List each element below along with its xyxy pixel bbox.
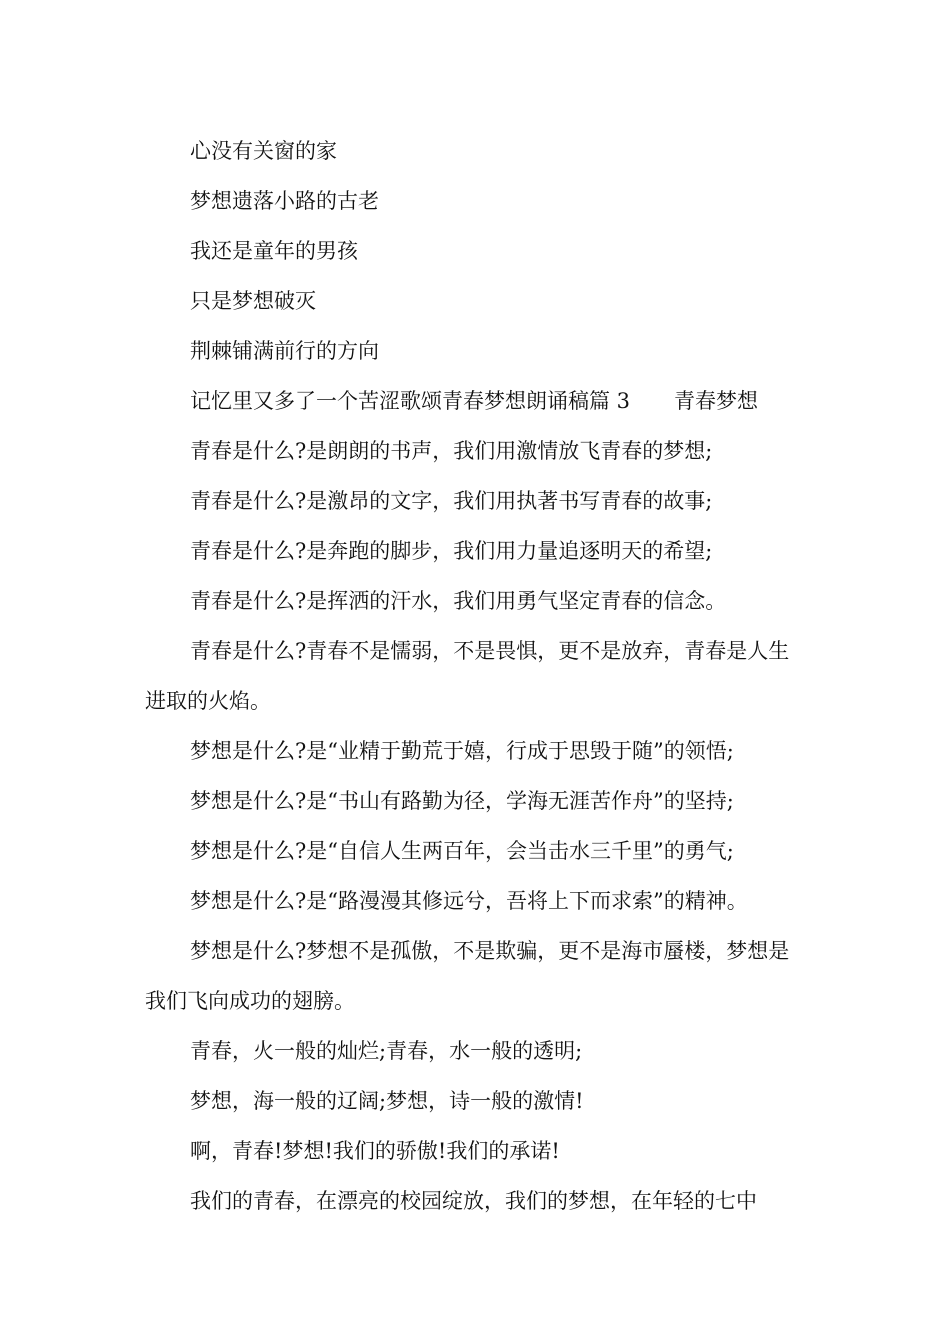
body-paragraph: 青春是什么?是挥洒的汗水，我们用勇气坚定青春的信念。	[190, 589, 727, 613]
poem-line: 梦想遗落小路的古老	[190, 189, 379, 213]
body-paragraph: 梦想是什么?是“路漫漫其修远兮，吾将上下而求索”的精神。	[190, 889, 748, 913]
body-paragraph: 梦想是什么?梦想不是孤傲，不是欺骗，更不是海市蜃楼，梦想是我们飞向成功的翅膀。	[145, 939, 790, 1013]
body-paragraph: 青春，火一般的灿烂;青春，水一般的透明;	[190, 1039, 583, 1063]
body-paragraph: 青春是什么?青春不是懦弱，不是畏惧，更不是放弃，青春是人生进取的火焰。	[145, 639, 790, 713]
body-paragraph: 梦想是什么?是“业精于勤荒于嬉，行成于思毁于随”的领悟;	[190, 739, 734, 763]
document-body	[145, 126, 807, 1226]
poem-line: 我还是童年的男孩	[190, 239, 358, 263]
poem-line: 荆棘铺满前行的方向	[190, 339, 379, 363]
body-paragraph: 青春是什么?是朗朗的书声，我们用激情放飞青春的梦想;	[190, 439, 713, 463]
body-paragraph: 我们的青春，在漂亮的校园绽放，我们的梦想，在年轻的七中	[190, 1189, 757, 1213]
section-title: 青春梦想	[674, 389, 759, 413]
body-paragraph: 啊，青春!梦想!我们的骄傲!我们的承诺!	[190, 1139, 560, 1163]
section-heading-line	[145, 376, 807, 426]
section-heading-prefix: 记忆里又多了一个苦涩歌颂青春梦想朗诵稿篇 3	[190, 389, 631, 413]
body-paragraph: 青春是什么?是奔跑的脚步，我们用力量追逐明天的希望;	[190, 539, 713, 563]
body-paragraph: 梦想是什么?是“自信人生两百年，会当击水三千里”的勇气;	[190, 839, 734, 863]
poem-line: 心没有关窗的家	[190, 139, 337, 163]
body-paragraph: 梦想，海一般的辽阔;梦想，诗一般的激情!	[190, 1089, 584, 1113]
body-paragraph: 梦想是什么?是“书山有路勤为径，学海无涯苦作舟”的坚持;	[190, 789, 734, 813]
body-paragraph: 青春是什么?是激昂的文字，我们用执著书写青春的故事;	[190, 489, 713, 513]
poem-line: 只是梦想破灭	[190, 289, 316, 313]
